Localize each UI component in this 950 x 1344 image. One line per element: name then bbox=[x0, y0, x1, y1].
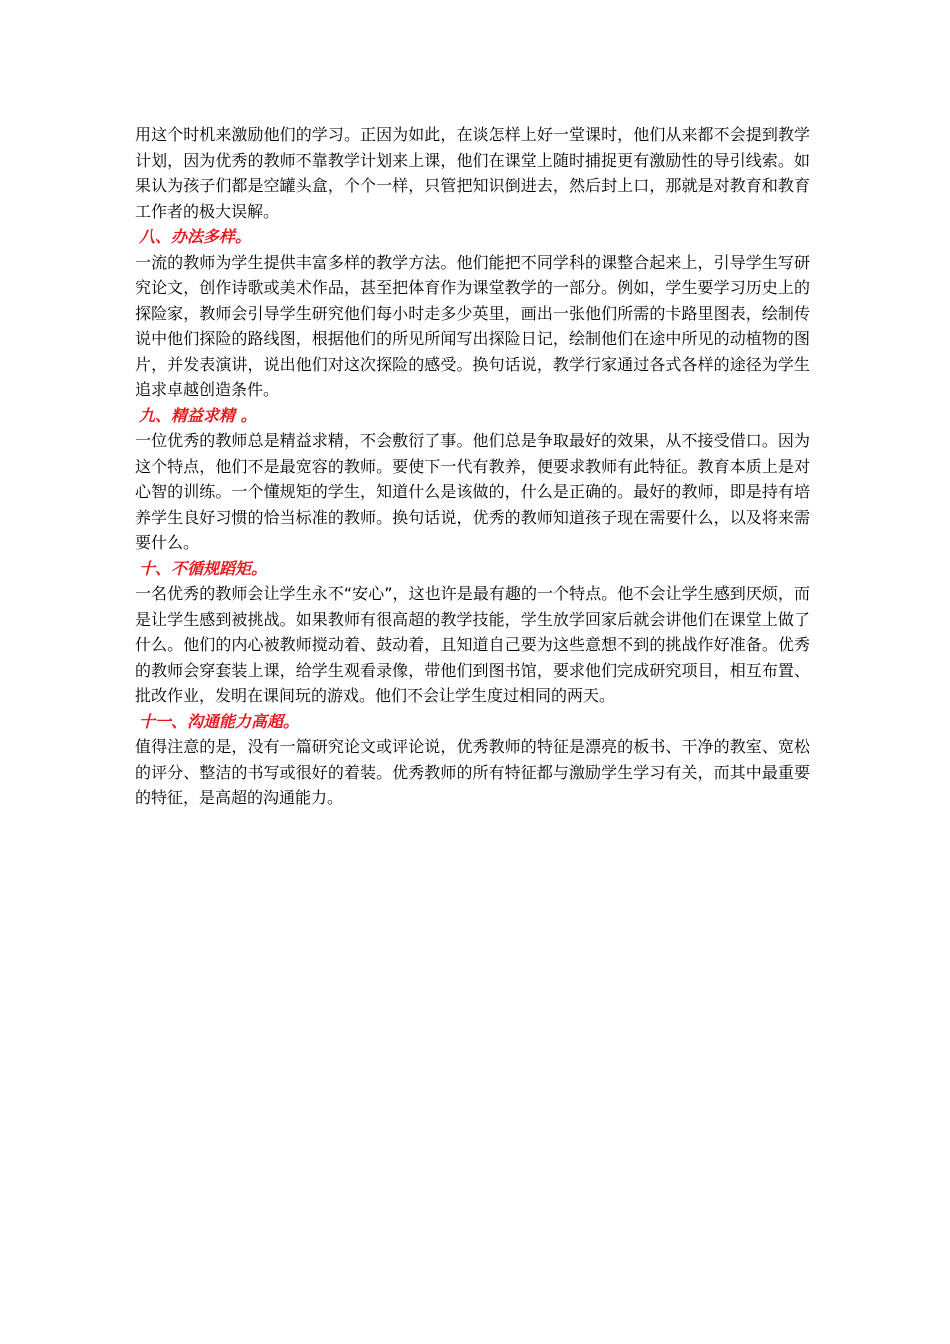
section-heading-8: 八、办法多样。 bbox=[139, 227, 252, 246]
section-body-10: 一名优秀的教师会让学生永不“安心”，这也许是最有趣的一个特点。他不会让学生感到厌烦，而是让学生感到被挑战。如果教师有很高超的教学技能，学生放学回家后就会讲他们在课堂上做了什么。他们的内心被教师搅动着、鼓动着，且知道自己要为这些意想不到的挑战作好准备。优秀的教师会穿套装上课，给学生观看录像，带他们到图书馆，要求他们完成研究项目，相互布置、批改作业，发明在课间玩的游戏。他们不会让学生度过相同的两天。 bbox=[135, 584, 810, 705]
section-heading-9: 九、精益求精 。 bbox=[139, 405, 257, 425]
document-page bbox=[135, 122, 810, 811]
section-heading-10: 十、不循规蹈矩。 bbox=[139, 558, 268, 578]
section-body-8: 一流的教师为学生提供丰富多样的教学方法。他们能把不同学科的课整合起来上，引导学生写研究论文，创作诗歌或美术作品，甚至把体育作为课堂教学的一部分。例如，学生要学习历史上的探险家，教师会引导学生研究他们每小时走多少英里，画出一张他们所需的卡路里图表，绘制传说中他们探险的路线图，根据他们的所见所闻写出探险日记，绘制他们在途中所见的动植物的图片，并发表演讲，说出他们对这次探险的感受。换句话说，教学行家通过各式各样的途径为学生追求卓越创造条件。 bbox=[135, 252, 810, 399]
section-body-11: 值得注意的是，没有一篇研究论文或评论说，优秀教师的特征是漂亮的板书、干净的教室、宽松的评分、整洁的书写或很好的着装。优秀教师的所有特征都与激励学生学习有关，而其中最重要的特征，是高超的沟通能力。 bbox=[135, 737, 810, 807]
section-heading-11: 十一、沟通能力高超。 bbox=[139, 711, 300, 731]
intro-paragraph: 用这个时机来激励他们的学习。正因为如此，在谈怎样上好一堂课时，他们从来都不会提到教学计划，因为优秀的教师不靠教学计划来上课，他们在课堂上随时捕捉更有激励性的导引线索。如果认为孩子们都是空罐头盒，个个一样，只管把知识倒进去，然后封上口，那就是对教育和教育工作者的极大误解。 bbox=[135, 125, 810, 221]
section-body-9: 一位优秀的教师总是精益求精，不会敷衍了事。他们总是争取最好的效果，从不接受借口。因为这个特点，他们不是最宽容的教师。要使下一代有教养，便要求教师有此特征。教育本质上是对心智的训练。一个懂规矩的学生，知道什么是该做的，什么是正确的。最好的教师，即是持有培养学生良好习惯的恰当标准的教师。换句话说，优秀的教师知道孩子现在需要什么，以及将来需要什么。 bbox=[135, 431, 810, 552]
